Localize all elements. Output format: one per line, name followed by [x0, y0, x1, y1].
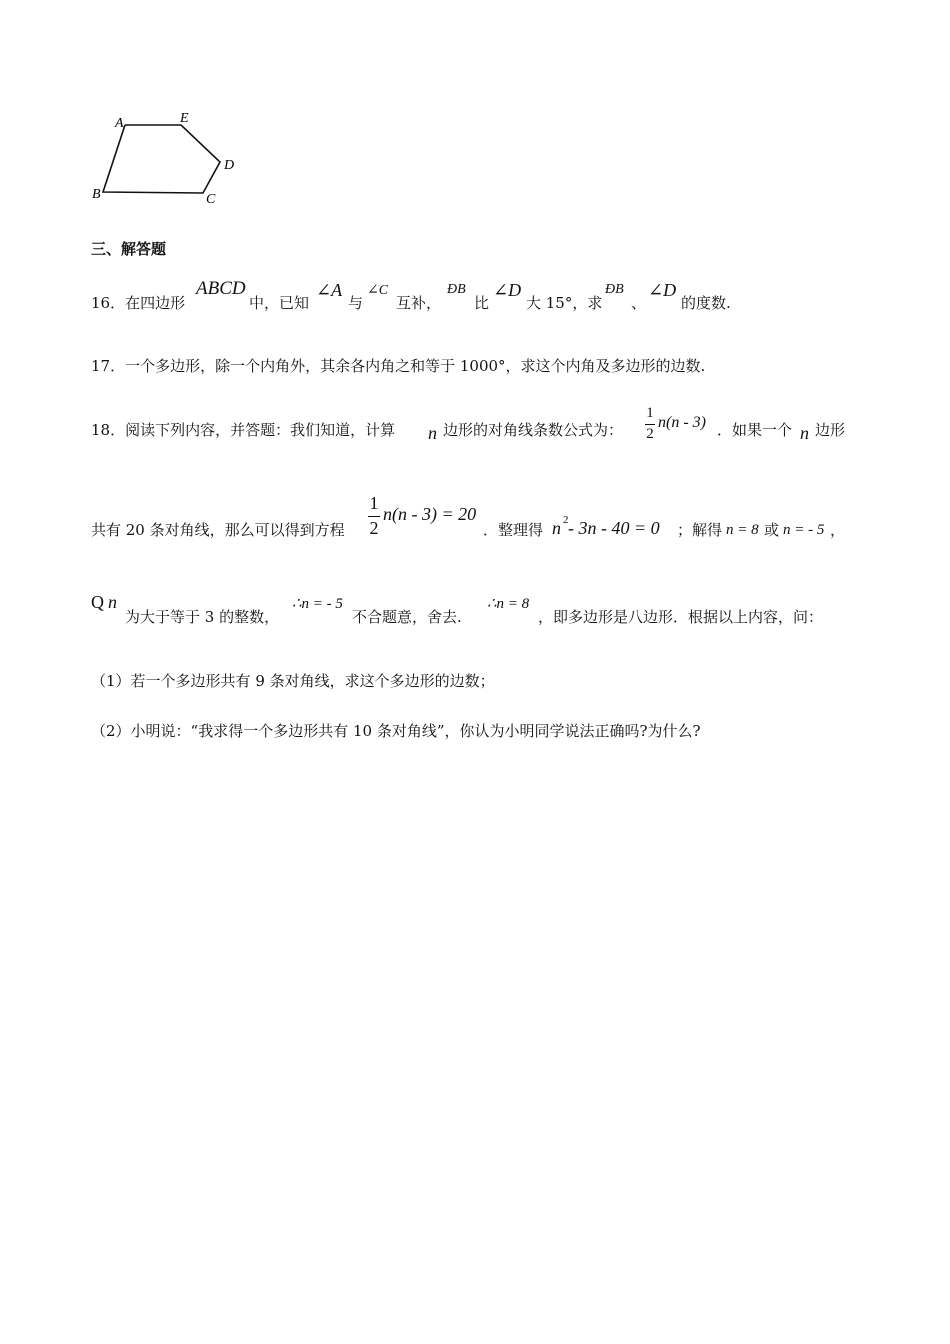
- q16-text-4: 比: [474, 294, 490, 312]
- q18-line1-text-a: 18．阅读下列内容，并答题：我们知道，计算: [91, 421, 396, 439]
- q18-line2-text-e: ，: [830, 521, 846, 539]
- q18-fraction-2-bar: [368, 516, 380, 517]
- q16-number-text: 16．在四边形: [91, 294, 186, 312]
- q18-line3-text-a: 为大于等于 3 的整数，: [125, 608, 280, 626]
- pentagon-figure: [85, 105, 245, 210]
- q18-since-symbol: Q: [91, 592, 104, 612]
- q18-line2-text-d: 或: [764, 521, 780, 539]
- q18-therefore-2: ∴n = 8: [487, 596, 530, 612]
- q18-formula-1: n(n - 3): [658, 414, 706, 431]
- q18-line2-text-b: ．整理得: [483, 521, 544, 539]
- q18-sub-question-1: （1）若一个多边形共有 9 条对角线，求这个多边形的边数；: [91, 672, 495, 690]
- q18-solution-2: n = - 5: [783, 522, 825, 538]
- q18-line1-text-b: 边形的对角线条数公式为：: [443, 421, 624, 439]
- q18-line1-text-d: 边形: [815, 421, 846, 439]
- q16-text-6: 、: [631, 294, 647, 312]
- q18-fraction-2-numerator: 1: [369, 493, 379, 513]
- vertex-label-a: A: [115, 116, 124, 131]
- q18-line2-text-a: 共有 20 条对角线，那么可以得到方程: [91, 521, 345, 539]
- q18-solution-1: n = 8: [726, 522, 759, 538]
- q18-line2-text-c: ；解得: [677, 521, 723, 539]
- q18-equation-1: n(n - 3) = 20: [383, 504, 477, 524]
- q18-fraction-1-numerator: 1: [646, 405, 654, 421]
- q16-text-2: 与: [348, 294, 364, 312]
- q16-angle-b-2: ÐB: [605, 282, 624, 297]
- section-title: 三、解答题: [91, 240, 167, 258]
- q18-fraction-2-denominator: 2: [369, 518, 379, 538]
- vertex-label-d: D: [224, 158, 235, 173]
- q16-angle-d-1: ∠D: [493, 280, 522, 300]
- pentagon-outline: [103, 125, 220, 193]
- vertex-label-e: E: [180, 111, 189, 126]
- vertex-label-c: C: [206, 192, 216, 207]
- q18-line3-text-b: 不合题意，舍去.: [352, 608, 462, 626]
- q16-text-7: 的度数.: [681, 294, 731, 312]
- q16-abcd: ABCD: [196, 278, 246, 299]
- q18-n-1: n: [428, 423, 437, 443]
- q18-sub-question-2: （2）小明说：“我求得一个多边形共有 10 条对角线”，你认为小明同学说法正确吗?为什么?: [91, 722, 701, 740]
- q18-eq-n: n: [552, 518, 561, 538]
- q18-line3-text-c: ，即多边形是八边形．根据以上内容，问：: [538, 608, 824, 626]
- q18-n-2: n: [800, 423, 809, 443]
- q16-text-1: 中，已知: [249, 294, 310, 312]
- vertex-label-b: B: [92, 187, 101, 202]
- q18-therefore-1: ∴n = - 5: [292, 596, 343, 612]
- q16-angle-a: ∠A: [316, 280, 343, 300]
- q16-text-3: 互补，: [396, 294, 442, 312]
- q18-fraction-1-bar: [645, 424, 655, 425]
- q16-angle-d-2: ∠D: [648, 280, 677, 300]
- q18-line1-text-c: ．如果一个: [717, 421, 793, 439]
- q18-eq-rest: - 3n - 40 = 0: [568, 518, 660, 538]
- q18-eq-superscript: 2: [563, 514, 569, 526]
- q16-text-5: 大 15°，求: [526, 294, 603, 312]
- q16-angle-c: ∠C: [367, 283, 389, 298]
- q18-since-n: n: [108, 592, 117, 612]
- q16-angle-b-1: ÐB: [447, 282, 466, 297]
- q18-fraction-1-denominator: 2: [646, 426, 654, 442]
- question-17: 17．一个多边形，除一个内角外，其余各内角之和等于 1000°，求这个内角及多边形的边数.: [91, 357, 706, 375]
